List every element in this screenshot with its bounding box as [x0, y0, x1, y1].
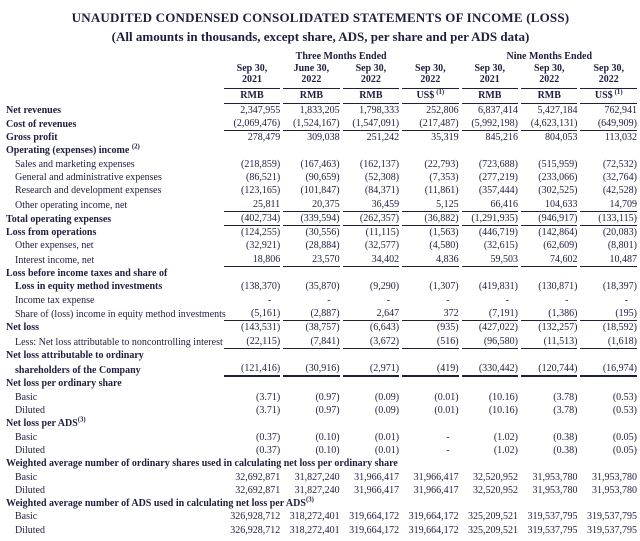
- cell-value: (339,594): [283, 212, 339, 226]
- corner-cell: [6, 63, 221, 89]
- cell-value: 31,827,240: [294, 471, 340, 483]
- cell-value: (0.01): [374, 444, 400, 456]
- cell-value: (0.09): [374, 391, 400, 403]
- cell-value: (30,556): [305, 227, 340, 239]
- column-currency-header: RMB: [521, 89, 577, 104]
- table-row: [6, 226, 637, 239]
- cell-value: 31,953,780: [592, 484, 637, 496]
- column-currency-row: [6, 89, 637, 104]
- date-line-1: Sep 30,: [474, 63, 506, 75]
- cell-value: (90,659): [305, 171, 340, 183]
- cell-value: (86,521): [246, 171, 281, 183]
- corner-cell: [6, 89, 221, 104]
- table-row: [6, 484, 637, 497]
- table-row: [6, 321, 637, 334]
- cell-value: 31,827,240: [294, 484, 340, 496]
- section-header-row: [6, 267, 637, 280]
- cell-value: (9,290): [369, 281, 400, 293]
- cell-value: -: [446, 444, 450, 456]
- cell-value: (446,719): [478, 227, 519, 239]
- cell-value: 2,347,955: [240, 104, 281, 116]
- cell-value: -: [386, 294, 391, 306]
- cell-value: (62,609): [543, 240, 578, 252]
- cell-value: (1.02): [493, 444, 519, 456]
- cell-value: 66,416: [462, 198, 518, 212]
- cell-value: 318,272,401: [289, 524, 340, 536]
- cell-value: 32,692,871: [235, 471, 281, 483]
- table-row: [6, 362, 637, 377]
- cell-value: (330,442): [462, 362, 518, 377]
- column-date-row: [6, 63, 637, 89]
- document-title: UNAUDITED CONDENSED CONSOLIDATED STATEMENTS OF INCOME (LOSS): [71, 10, 570, 25]
- cell-value: (42,528): [602, 185, 637, 197]
- row-label: Research and development expenses: [15, 185, 162, 197]
- cell-value: -: [446, 294, 450, 306]
- cell-value: 10,487: [580, 253, 637, 267]
- cell-value: (723,688): [478, 158, 519, 170]
- cell-value: 372: [402, 307, 458, 321]
- cell-value: (11,513): [521, 335, 577, 349]
- cell-value: (0.37): [256, 431, 281, 443]
- cell-value: (7,353): [429, 171, 459, 183]
- section-header-row: [6, 497, 637, 510]
- cell-value: 104,633: [521, 198, 577, 212]
- table-body: [6, 104, 637, 538]
- cell-value: (0.97): [315, 405, 340, 417]
- date-line-2: 2021: [479, 74, 500, 86]
- cell-value: (1,524,167): [283, 117, 339, 131]
- row-label: General and administrative expenses: [15, 171, 162, 183]
- cell-value: (0.01): [434, 405, 459, 417]
- column-date-header: [580, 63, 637, 89]
- row-label: Weighted average number of ADS used in calculating net loss per ADS$^{(3)}$: [6, 496, 314, 510]
- cell-value: (28,884): [305, 240, 340, 252]
- column-group-header: Nine Months Ended: [506, 51, 593, 62]
- cell-value: 31,966,417: [354, 484, 400, 496]
- row-label: Net loss: [6, 322, 40, 334]
- column-group-row: [6, 50, 637, 63]
- column-currency-header: US$ $^{(1)}$: [402, 89, 458, 104]
- cell-value: 845,216: [485, 132, 519, 144]
- cell-value: 14,709: [580, 198, 637, 212]
- cell-value: (427,022): [478, 322, 519, 334]
- cell-value: 5,427,184: [537, 104, 578, 116]
- cell-value: (7,191): [462, 307, 518, 321]
- table-row: [6, 524, 637, 537]
- cell-value: 1,833,205: [299, 104, 340, 116]
- section-header-row: [6, 457, 637, 470]
- cell-value: (72,532): [602, 158, 637, 170]
- cell-value: 32,520,952: [473, 471, 519, 483]
- cell-value: (1,618): [580, 335, 637, 349]
- cell-value: 325,209,521: [468, 524, 519, 536]
- date-line-2: 2022: [539, 74, 560, 86]
- document-subtitle: (All amounts in thousands, except share, ADS, per share and per ADS data): [111, 29, 530, 44]
- column-date-header: [402, 63, 458, 89]
- cell-value: (8,801): [607, 240, 637, 252]
- row-label: Basic: [15, 511, 38, 523]
- table-row: [6, 471, 637, 484]
- cell-value: 5,125: [402, 198, 458, 212]
- cell-value: (18,592): [602, 322, 637, 334]
- row-label: Gross profit: [6, 132, 58, 144]
- date-line-1: Sep 30,: [236, 63, 268, 75]
- cell-value: (302,525): [538, 185, 578, 197]
- cell-value: 31,966,417: [413, 471, 459, 483]
- cell-value: (217,487): [402, 117, 458, 131]
- date-line-2: 2022: [301, 74, 322, 86]
- column-currency-header: RMB: [462, 89, 518, 104]
- cell-value: -: [267, 294, 272, 306]
- column-date-header: [283, 63, 339, 89]
- cell-value: (162,137): [359, 158, 400, 170]
- column-currency-header: RMB: [343, 89, 399, 104]
- income-statement-table: [3, 50, 640, 537]
- table-header: [6, 50, 637, 104]
- date-line-1: Sep 30,: [533, 63, 565, 75]
- cell-value: (3.78): [553, 391, 578, 403]
- section-header-row: [6, 377, 637, 390]
- cell-value: (143,531): [241, 322, 281, 334]
- column-date-header: [521, 63, 577, 89]
- cell-value: (515,959): [538, 158, 578, 170]
- cell-value: (3,672): [343, 335, 399, 349]
- cell-value: 1,798,333: [359, 104, 400, 116]
- cell-value: (0.01): [374, 431, 400, 443]
- table-row: [6, 104, 637, 117]
- cell-value: (419): [402, 362, 458, 377]
- table-row: [6, 239, 637, 252]
- row-label: Loss before income taxes and share of: [6, 268, 168, 280]
- cell-value: (10.16): [488, 405, 519, 417]
- row-label: Net loss attributable to ordinary: [6, 349, 144, 361]
- cell-value: (22,115): [224, 335, 280, 349]
- cell-value: 326,928,712: [230, 511, 281, 523]
- cell-value: (233,066): [538, 171, 578, 183]
- cell-value: (11,115): [365, 227, 400, 239]
- date-line-1: Sep 30,: [593, 63, 625, 75]
- column-currency-header: US$ $^{(1)}$: [580, 89, 637, 104]
- cell-value: 74,602: [521, 253, 577, 267]
- cell-value: (32,764): [602, 171, 637, 183]
- cell-value: (0.01): [434, 391, 459, 403]
- cell-value: -: [327, 294, 331, 306]
- table-row: [6, 198, 637, 212]
- cell-value: (0.53): [612, 391, 637, 403]
- cell-value: (120,744): [521, 362, 577, 377]
- table-row: [6, 307, 637, 321]
- table-row: [6, 212, 637, 226]
- cell-value: 18,806: [224, 253, 280, 267]
- date-line-2: 2022: [360, 74, 381, 86]
- row-label: Share of (loss) income in equity method investments: [15, 308, 226, 320]
- row-label: Income tax expense: [15, 294, 95, 306]
- column-currency-header: RMB: [283, 89, 339, 104]
- cell-value: (0.38): [553, 444, 578, 456]
- cell-value: (1,307): [429, 281, 459, 293]
- cell-value: (946,917): [521, 212, 577, 226]
- cell-value: (22,793): [424, 158, 459, 170]
- cell-value: 278,479: [247, 132, 281, 144]
- cell-value: 319,537,795: [527, 524, 578, 536]
- cell-value: (0.38): [553, 431, 578, 443]
- cell-value: 31,953,780: [532, 484, 578, 496]
- row-label: Net revenues: [6, 104, 62, 116]
- cell-value: 31,966,417: [413, 484, 459, 496]
- cell-value: 4,836: [402, 253, 458, 267]
- cell-value: (38,757): [305, 322, 340, 334]
- cell-value: (1,386): [521, 307, 577, 321]
- cell-value: 31,953,780: [592, 471, 637, 483]
- row-label: Weighted average number of ordinary shares used in calculating net loss per ordinary share: [6, 458, 398, 470]
- cell-value: (0.37): [256, 444, 281, 456]
- table-row: [6, 280, 637, 293]
- cell-value: -: [565, 294, 569, 306]
- cell-value: 252,806: [426, 104, 459, 116]
- cell-value: (277,219): [478, 171, 519, 183]
- cell-value: (142,864): [538, 227, 578, 239]
- table-row: [6, 171, 637, 184]
- row-label: Less: Net loss attributable to noncontrolling interest: [15, 336, 223, 348]
- cell-value: (2,971): [343, 362, 399, 377]
- cell-value: (35,870): [305, 281, 340, 293]
- column-date-header: [224, 63, 280, 89]
- row-label: Basic: [15, 391, 38, 403]
- row-label: Loss from operations: [6, 227, 97, 239]
- table-row: [6, 335, 637, 349]
- cell-value: (5,161): [224, 307, 280, 321]
- cell-value: (84,371): [364, 185, 400, 197]
- cell-value: (123,165): [241, 185, 281, 197]
- cell-value: -: [505, 294, 510, 306]
- cell-value: (1,547,091): [343, 117, 399, 131]
- date-line-1: June 30,: [293, 63, 330, 75]
- cell-value: (1.02): [493, 431, 519, 443]
- cell-value: 2,647: [343, 307, 399, 321]
- cell-value: (10.16): [488, 391, 519, 403]
- cell-value: (32,615): [483, 240, 519, 252]
- cell-value: 35,319: [431, 132, 459, 144]
- table-row: [6, 131, 637, 144]
- cell-value: 31,953,780: [532, 471, 578, 483]
- cell-value: 6,837,414: [478, 104, 519, 116]
- date-line-2: 2022: [598, 74, 619, 86]
- row-label: Other expenses, net: [15, 240, 94, 252]
- cell-value: 59,503: [462, 253, 518, 267]
- date-line-1: Sep 30,: [415, 63, 446, 75]
- table-row: [6, 158, 637, 171]
- row-label: Diluted: [15, 484, 45, 496]
- cell-value: 32,520,952: [473, 484, 519, 496]
- cell-value: (2,069,476): [224, 117, 280, 131]
- cell-value: (0.10): [315, 444, 340, 456]
- cell-value: (935): [436, 322, 459, 334]
- cell-value: (7,841): [283, 335, 339, 349]
- row-label: Net loss per ADS$^{(3)}$: [6, 417, 86, 430]
- cell-value: 319,537,795: [527, 511, 578, 523]
- column-date-header: [462, 63, 518, 89]
- row-label: Diluted: [15, 405, 45, 417]
- cell-value: (195): [580, 307, 637, 321]
- cell-value: (36,882): [402, 212, 458, 226]
- cell-value: (3.71): [256, 391, 281, 403]
- table-row: [6, 510, 637, 523]
- cell-value: 325,209,521: [468, 511, 519, 523]
- row-label: Loss in equity method investments: [15, 281, 163, 293]
- table-row: [6, 431, 637, 444]
- cell-value: 319,537,795: [587, 511, 637, 523]
- cell-value: 36,459: [343, 198, 399, 212]
- cell-value: (218,859): [241, 158, 281, 170]
- cell-value: 20,375: [283, 198, 339, 212]
- cell-value: (357,444): [478, 185, 519, 197]
- row-label: Diluted: [15, 524, 45, 536]
- cell-value: (1,563): [429, 227, 459, 239]
- row-label: Other operating income, net: [15, 199, 128, 211]
- cell-value: -: [624, 294, 628, 306]
- cell-value: (32,577): [364, 240, 400, 252]
- cell-value: (4,623,131): [521, 117, 577, 131]
- cell-value: (0.05): [612, 431, 637, 443]
- cell-value: -: [446, 431, 450, 443]
- cell-value: 34,402: [343, 253, 399, 267]
- row-label: Sales and marketing expenses: [15, 158, 135, 170]
- cell-value: (402,734): [224, 212, 280, 226]
- cell-value: 319,664,172: [349, 524, 400, 536]
- cell-value: 762,941: [604, 104, 637, 116]
- cell-value: (11,861): [424, 185, 459, 197]
- row-label: Interest income, net: [15, 254, 95, 266]
- cell-value: (262,357): [343, 212, 399, 226]
- row-label: Diluted: [15, 444, 45, 456]
- cell-value: (133,115): [580, 212, 637, 226]
- cell-value: (18,397): [602, 281, 637, 293]
- cell-value: (130,871): [538, 281, 578, 293]
- cell-value: 318,272,401: [289, 511, 340, 523]
- cell-value: (5,992,198): [462, 117, 518, 131]
- cell-value: (516): [402, 335, 458, 349]
- cell-value: (6,643): [369, 322, 400, 334]
- cell-value: (0.10): [315, 431, 340, 443]
- section-header-row: [6, 417, 637, 430]
- cell-value: 326,928,712: [230, 524, 281, 536]
- row-label: Net loss per ordinary share: [6, 378, 122, 390]
- cell-value: (0.97): [315, 391, 340, 403]
- cell-value: (121,416): [224, 362, 280, 377]
- cell-value: 25,811: [224, 198, 280, 212]
- cell-value: (132,257): [538, 322, 578, 334]
- cell-value: (3.78): [553, 405, 578, 417]
- date-line-2: 2021: [241, 74, 262, 86]
- cell-value: 23,570: [283, 253, 339, 267]
- cell-value: (0.05): [612, 444, 637, 456]
- row-label: Cost of revenues: [6, 118, 77, 130]
- column-group-header: Three Months Ended: [295, 51, 387, 62]
- cell-value: (419,831): [478, 281, 519, 293]
- cell-value: (649,909): [580, 117, 637, 131]
- cell-value: 31,966,417: [354, 471, 400, 483]
- table-row: [6, 294, 637, 307]
- cell-value: (0.53): [612, 405, 637, 417]
- date-line-2: 2022: [420, 74, 441, 86]
- cell-value: (20,083): [602, 227, 637, 239]
- cell-value: (124,255): [241, 227, 281, 239]
- cell-value: 804,053: [544, 132, 578, 144]
- row-label: Basic: [15, 471, 38, 483]
- cell-value: (30,916): [283, 362, 339, 377]
- date-line-1: Sep 30,: [355, 63, 387, 75]
- cell-value: 319,664,172: [349, 511, 400, 523]
- cell-value: (4,580): [429, 240, 459, 252]
- cell-value: (138,370): [241, 281, 281, 293]
- cell-value: (2,887): [283, 307, 339, 321]
- cell-value: 113,032: [604, 132, 637, 144]
- table-row: [6, 404, 637, 417]
- cell-value: (32,921): [246, 240, 281, 252]
- cell-value: (16,974): [580, 362, 637, 377]
- corner-cell: [6, 50, 221, 63]
- row-label: Total operating expenses: [6, 213, 112, 225]
- cell-value: 32,692,871: [235, 484, 281, 496]
- table-row: [6, 117, 637, 131]
- cell-value: (1,291,935): [462, 212, 518, 226]
- cell-value: 309,038: [307, 132, 340, 144]
- cell-value: 319,537,795: [587, 524, 637, 536]
- cell-value: (101,847): [300, 185, 340, 197]
- column-currency-header: RMB: [224, 89, 280, 104]
- cell-value: 319,664,172: [408, 511, 459, 523]
- cell-value: (167,463): [300, 158, 340, 170]
- cell-value: 319,664,172: [408, 524, 459, 536]
- table-row: [6, 391, 637, 404]
- cell-value: (52,308): [364, 171, 400, 183]
- section-header-row: [6, 349, 637, 362]
- column-date-header: [343, 63, 399, 89]
- cell-value: (3.71): [256, 405, 281, 417]
- table-row: [6, 253, 637, 267]
- cell-value: (96,580): [462, 335, 518, 349]
- row-label: Operating (expenses) income $^{(2)}$: [6, 144, 140, 157]
- row-label: Basic: [15, 431, 38, 443]
- cell-value: (0.09): [374, 405, 400, 417]
- table-row: [6, 184, 637, 197]
- cell-value: 251,242: [366, 132, 400, 144]
- table-row: [6, 444, 637, 457]
- section-header-row: [6, 144, 637, 157]
- row-label: shareholders of the Company: [15, 365, 141, 377]
